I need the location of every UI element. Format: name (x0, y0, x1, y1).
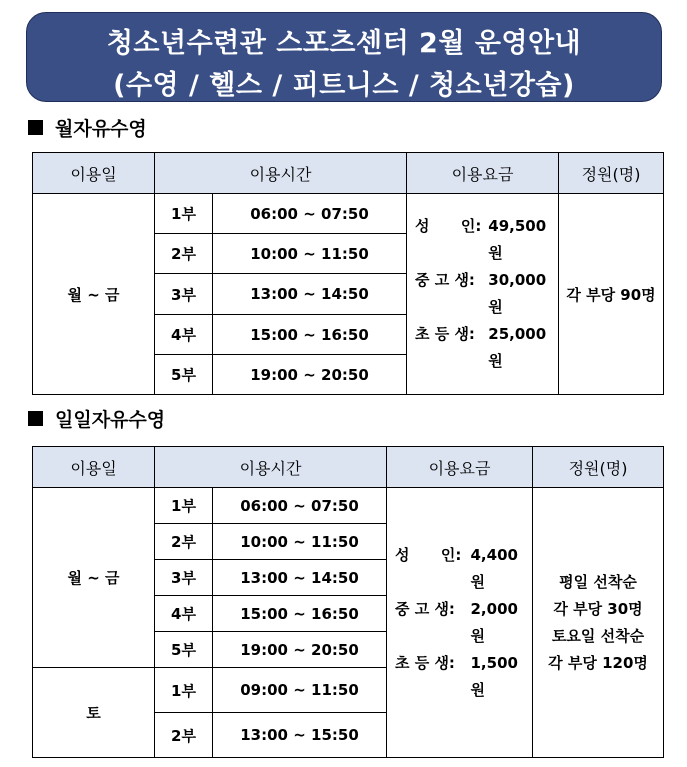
fee-value: 4,400원 (470, 545, 518, 591)
fee-cell (387, 488, 533, 758)
table-row (33, 194, 664, 234)
time-cell: 15:00 ~ 16:50 (213, 596, 387, 632)
header-time: 이용시간 (155, 447, 387, 488)
part-cell: 1부 (155, 194, 213, 234)
capacity-cell (533, 488, 664, 758)
header-time: 이용시간 (155, 153, 407, 194)
capacity-line: 각 부당 30명 (553, 599, 643, 618)
header-day: 이용일 (33, 447, 155, 488)
fee-label: 성 인: (415, 217, 482, 235)
monthly-swim-table (32, 152, 664, 395)
section-monthly-heading (28, 114, 147, 141)
day-cell: 월 ~ 금 (33, 488, 155, 668)
time-cell: 06:00 ~ 07:50 (213, 194, 407, 234)
time-cell: 15:00 ~ 16:50 (213, 315, 407, 355)
fee-value: 25,000원 (488, 325, 547, 370)
table-row (33, 488, 664, 524)
square-bullet-icon (28, 411, 43, 426)
fee-value: 2,000원 (470, 599, 518, 645)
title-banner (26, 12, 662, 102)
time-cell: 13:00 ~ 14:50 (213, 560, 387, 596)
capacity-cell: 각 부당 90명 (559, 194, 664, 395)
banner-subtitle: (수영 / 헬스 / 피트니스 / 청소년강습) (113, 70, 575, 101)
time-cell: 19:00 ~ 20:50 (213, 355, 407, 395)
header-fee: 이용요금 (407, 153, 559, 194)
time-cell: 13:00 ~ 15:50 (213, 713, 387, 758)
part-cell: 1부 (155, 488, 213, 524)
fee-value: 1,500원 (470, 653, 518, 699)
part-cell: 4부 (155, 596, 213, 632)
fee-cell (407, 194, 559, 395)
time-cell: 06:00 ~ 07:50 (213, 488, 387, 524)
time-cell: 19:00 ~ 20:50 (213, 632, 387, 668)
capacity-line: 토요일 선착순 (551, 626, 645, 645)
part-cell: 2부 (155, 234, 213, 274)
daily-swim-table (32, 446, 664, 758)
section-monthly-title: 월자유수영 (55, 118, 147, 140)
square-bullet-icon (28, 120, 43, 135)
header-day: 이용일 (33, 153, 155, 194)
header-capacity: 정원(명) (559, 153, 664, 194)
time-cell: 10:00 ~ 11:50 (213, 524, 387, 560)
part-cell: 2부 (155, 524, 213, 560)
fee-value: 49,500원 (488, 217, 547, 262)
fee-label: 중 고 생: (415, 271, 475, 289)
part-cell: 5부 (155, 355, 213, 395)
fee-label: 성 인: (395, 545, 462, 564)
capacity-line: 평일 선착순 (559, 572, 637, 591)
time-cell: 13:00 ~ 14:50 (213, 274, 407, 315)
capacity-line: 각 부당 120명 (548, 653, 648, 672)
section-daily-heading (28, 405, 165, 432)
fee-value: 30,000원 (488, 271, 547, 316)
fee-label: 초 등 생: (415, 325, 475, 343)
part-cell: 4부 (155, 315, 213, 355)
part-cell: 2부 (155, 713, 213, 758)
part-cell: 5부 (155, 632, 213, 668)
saturday-cell: 토 (33, 668, 155, 758)
fee-label: 중 고 생: (395, 599, 455, 618)
part-cell: 3부 (155, 274, 213, 315)
time-cell: 09:00 ~ 11:50 (213, 668, 387, 713)
section-daily-title: 일일자유수영 (55, 409, 166, 431)
banner-title: 청소년수련관 스포츠센터 2월 운영안내 (106, 28, 582, 59)
day-cell: 월 ~ 금 (33, 194, 155, 395)
header-capacity: 정원(명) (533, 447, 664, 488)
fee-label: 초 등 생: (395, 653, 455, 672)
header-fee: 이용요금 (387, 447, 533, 488)
time-cell: 10:00 ~ 11:50 (213, 234, 407, 274)
part-cell: 1부 (155, 668, 213, 713)
part-cell: 3부 (155, 560, 213, 596)
